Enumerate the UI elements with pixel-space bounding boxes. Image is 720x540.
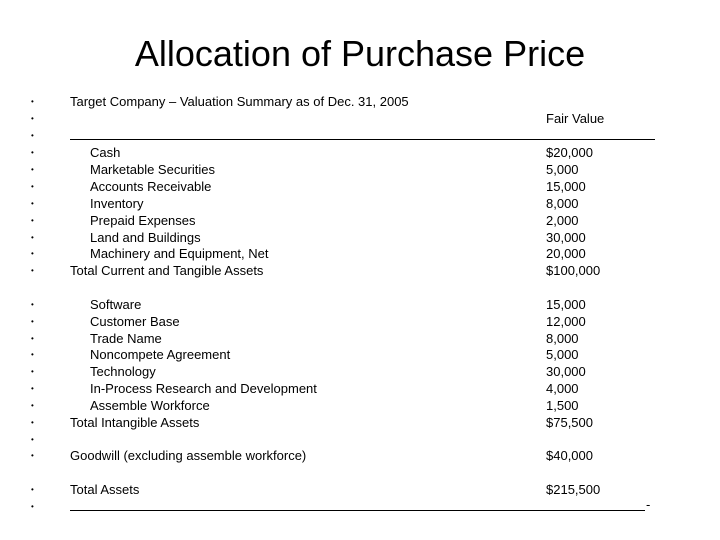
bullet: • — [31, 131, 34, 140]
total-intangible-value: $75,500 — [546, 415, 593, 430]
asset-value: 20,000 — [546, 246, 586, 261]
bullet: • — [31, 367, 34, 376]
table-row — [0, 195, 720, 212]
bullet: • — [31, 97, 34, 106]
rule-row — [0, 498, 720, 515]
bullet: • — [31, 165, 34, 174]
asset-value: 8,000 — [546, 331, 579, 346]
asset-label: Technology — [90, 364, 156, 379]
asset-label: Noncompete Agreement — [90, 347, 231, 362]
total-row — [0, 414, 720, 431]
goodwill-value: $40,000 — [546, 448, 593, 463]
bullet: • — [31, 451, 34, 460]
asset-label: Machinery and Equipment, Net — [90, 246, 269, 261]
table-row — [0, 144, 720, 161]
asset-value: 30,000 — [546, 230, 586, 245]
asset-label: Land and Buildings — [90, 230, 201, 245]
total-assets-value: $215,500 — [546, 482, 601, 497]
spacer-row — [0, 431, 720, 448]
bullet: • — [31, 334, 34, 343]
total-intangible-label: Total Intangible Assets — [70, 415, 200, 430]
table-row — [0, 212, 720, 229]
bullet: • — [31, 384, 34, 393]
asset-label: Cash — [90, 145, 121, 160]
bullet: • — [31, 266, 34, 275]
asset-label: Marketable Securities — [90, 162, 215, 177]
slide-title: Allocation of Purchase Price — [134, 33, 586, 74]
asset-label: Inventory — [90, 196, 144, 211]
asset-label: Customer Base — [90, 314, 180, 329]
rule-row — [0, 127, 720, 144]
asset-value: 4,000 — [546, 381, 579, 396]
footer-divider-line — [70, 510, 645, 511]
asset-value: 1,500 — [546, 398, 579, 413]
table-row — [0, 363, 720, 380]
asset-value: 15,000 — [546, 297, 586, 312]
bullet: • — [31, 182, 34, 191]
asset-label: Assemble Workforce — [90, 398, 210, 413]
bullet: • — [31, 502, 34, 511]
asset-label: Software — [90, 297, 142, 312]
table-row — [0, 346, 720, 363]
rule-tail-mark: - — [646, 497, 651, 512]
asset-value: 15,000 — [546, 179, 586, 194]
column-header-row — [0, 110, 720, 127]
asset-value: 8,000 — [546, 196, 579, 211]
total-row — [0, 262, 720, 279]
bullet: • — [31, 216, 34, 225]
bullet: • — [31, 435, 34, 444]
bullet: • — [31, 350, 34, 359]
asset-value: $20,000 — [546, 145, 593, 160]
bullet: • — [31, 199, 34, 208]
table-row — [0, 229, 720, 246]
asset-value: 12,000 — [546, 314, 586, 329]
table-row — [0, 178, 720, 195]
bullet: • — [31, 233, 34, 242]
asset-value: 30,000 — [546, 364, 586, 379]
total-assets-row — [0, 481, 720, 498]
table-row — [0, 296, 720, 313]
header-row — [0, 93, 720, 110]
summary-heading: Target Company – Valuation Summary as of Dec. 31, 2005 — [70, 94, 409, 109]
bullet: • — [31, 249, 34, 258]
bullet: • — [31, 418, 34, 427]
bullet: • — [31, 148, 34, 157]
bullet: • — [31, 317, 34, 326]
table-row — [0, 397, 720, 414]
header-divider-line — [70, 139, 655, 140]
goodwill-row — [0, 447, 720, 464]
goodwill-label: Goodwill (excluding assemble workforce) — [70, 448, 307, 463]
asset-value: 5,000 — [546, 162, 579, 177]
asset-label: Prepaid Expenses — [90, 213, 196, 228]
asset-label: Accounts Receivable — [90, 179, 212, 194]
table-row — [0, 380, 720, 397]
fair-value-column-header: Fair Value — [546, 111, 605, 126]
total-assets-label: Total Assets — [70, 482, 140, 497]
table-row — [0, 245, 720, 262]
total-tangible-label: Total Current and Tangible Assets — [70, 263, 264, 278]
total-tangible-value: $100,000 — [546, 263, 601, 278]
asset-label: Trade Name — [90, 331, 162, 346]
table-row — [0, 313, 720, 330]
bullet: • — [31, 485, 34, 494]
bullet: • — [31, 300, 34, 309]
bullet: • — [31, 401, 34, 410]
table-row — [0, 330, 720, 347]
asset-value: 2,000 — [546, 213, 579, 228]
bullet: • — [31, 114, 34, 123]
asset-value: 5,000 — [546, 347, 579, 362]
asset-label: In-Process Research and Development — [90, 381, 317, 396]
table-row — [0, 161, 720, 178]
